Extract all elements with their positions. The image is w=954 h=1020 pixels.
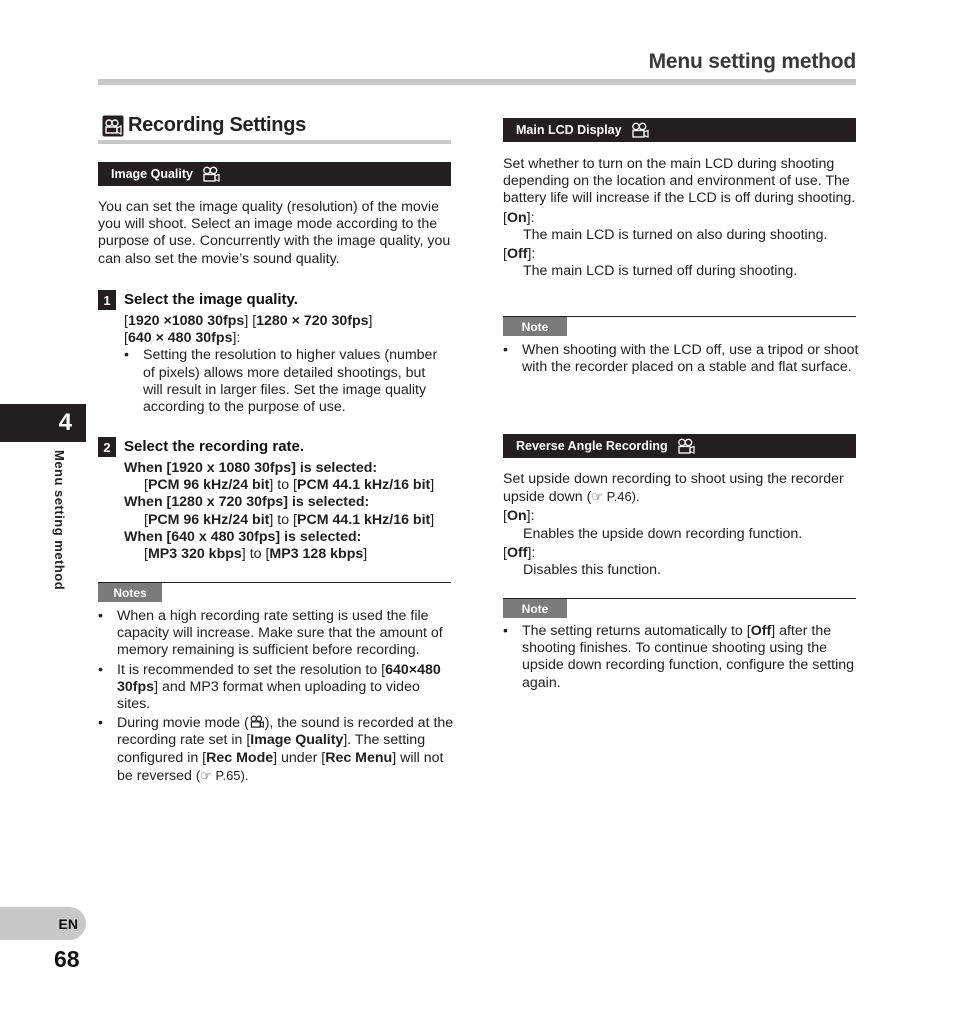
main-lcd-intro: Set whether to turn on the main LCD during shooting depending on the location and environment of use. The battery life will increase if the LCD is off during shooting. [503, 156, 856, 207]
main-lcd-off-label: Off [506, 246, 528, 263]
main-lcd-heading-text: Main LCD Display [516, 123, 622, 137]
header-rule [98, 79, 856, 85]
reverse-on-desc: Enables the upside down recording function. [523, 525, 803, 542]
movie-camera-icon [201, 166, 221, 182]
lcd-note-container [503, 342, 859, 378]
movie-mode-icon [102, 115, 124, 137]
lcd-note-item: • When shooting with the LCD off, use a tripod or shoot with the recorder placed on a stable and flat surface. [503, 342, 859, 376]
cond-640: 640 x 480 30fps [171, 528, 276, 545]
step-1-title: Select the image quality. [124, 291, 298, 308]
step-1-bullet: • Setting the resolution to higher values (number of pixels) allows more detailed shootings, but will result in larger files. Set the image quality according to the purpose of use. [124, 347, 444, 416]
option-640: 640 × 480 30fps [127, 330, 233, 347]
reverse-angle-intro: Set upside down recording to shoot using the recorder upside down (☞ P.46). [503, 471, 844, 506]
movie-mode-inline-icon [249, 715, 265, 728]
main-lcd-on-label: On [506, 209, 527, 226]
reverse-angle-heading-text: Reverse Angle Recording [516, 439, 668, 453]
main-lcd-heading [503, 118, 856, 142]
reverse-angle-content: Set upside down recording to shoot using the recorder upside down (☞ P.46). [On]: Enables the upside down recording function. [Off]: Disables this function. [503, 471, 859, 579]
reverse-off-label: Off [506, 544, 528, 561]
main-lcd-on-desc: The main LCD is turned on also during shooting. [523, 226, 828, 243]
note-item-1: • When a high recording rate setting is used the file capacity will increase. Make sure that the amount of memory remaining is sufficient before recording. [98, 608, 454, 660]
cond-1920: 1920 x 1080 30fps [171, 460, 292, 476]
step-number-1: 1 [98, 290, 116, 310]
step-1-options: [1920 ×1080 30fps] [1280 × 720 30fps] [640 × 480 30fps]: • Setting the resolution to higher values (number of pixels) allows more detailed shootings, but will result in larger files. Set the image quality according to the purpose of use. [124, 313, 454, 418]
reverse-angle-heading [503, 434, 856, 458]
chapter-side-label: Menu setting method [52, 450, 67, 591]
main-lcd-off-desc: The main LCD is turned off during shooting. [523, 263, 798, 280]
step-2-conditions: When [1920 x 1080 30fps] is selected: [PCM 96 kHz/24 bit] to [PCM 44.1 kHz/16 bit] When [1280 x 720 30fps] is selected: [PCM 96 kHz/24 bit] to [PCM 44.1 kHz/16 bit] When [640 x 480 30fps] is selected: [MP3 320 kbps] to [MP3 128 kbps] [124, 460, 435, 563]
chapter-tab: 4 [0, 404, 86, 442]
reverse-note-item: • The setting returns automatically to [Off] after the shooting finishes. To continue shooting using the upside down recording function, configure the setting again. [503, 623, 859, 692]
notes-label: Notes [98, 583, 162, 602]
reverse-off-desc: Disables this function. [523, 562, 662, 579]
section-title-text: Recording Settings [128, 114, 306, 136]
main-lcd-content: Set whether to turn on the main LCD during shooting depending on the location and environment of use. The battery life will increase if the LCD is off during shooting. [On]: The main LCD is turned on also during shooting. [Off]: The main LCD is turned off during shooting. [503, 156, 859, 280]
notes-list-container [98, 608, 454, 787]
image-quality-heading [98, 162, 451, 186]
image-quality-intro: You can set the image quality (resolution) of the movie you will shoot. Select an image mode according to the purpose of use. Concurrently with the image quality, you can also set the movie’s sound quality. [98, 199, 451, 267]
page-ref-65: (☞ P.65). [195, 767, 249, 783]
lcd-note-label: Note [503, 317, 567, 336]
page-header-title: Menu setting method [648, 50, 856, 73]
reverse-note-label: Note [503, 599, 567, 618]
note-item-3: • During movie mode ( ), the sound is recorded at the recording rate set in [Image Quality]. The setting configured in [Rec Mode] under [Rec Menu] will not be reversed (☞ P.65). [98, 715, 454, 785]
note-item-2: • It is recommended to set the resolution to [640×480 30fps] and MP3 format when uploading to video sites. [98, 662, 454, 714]
cond-1280: 1280 x 720 30fps [171, 494, 284, 511]
page-ref-46: ☞ P.46). [591, 489, 640, 505]
step-number-2: 2 [98, 437, 116, 457]
image-quality-heading-text: Image Quality [111, 167, 193, 181]
reverse-note-container [503, 623, 859, 694]
option-1280: 1280 × 720 30fps [256, 313, 369, 329]
movie-camera-icon [676, 438, 696, 454]
step-2-title: Select the recording rate. [124, 438, 305, 455]
section-rule [98, 140, 451, 144]
language-tab: EN [0, 907, 86, 940]
page-number: 68 [54, 946, 80, 972]
reverse-on-label: On [506, 508, 527, 525]
option-1920: 1920 ×1080 30fps [127, 313, 245, 329]
section-title [102, 114, 306, 137]
movie-camera-icon [630, 122, 650, 138]
notes-list [98, 608, 454, 785]
